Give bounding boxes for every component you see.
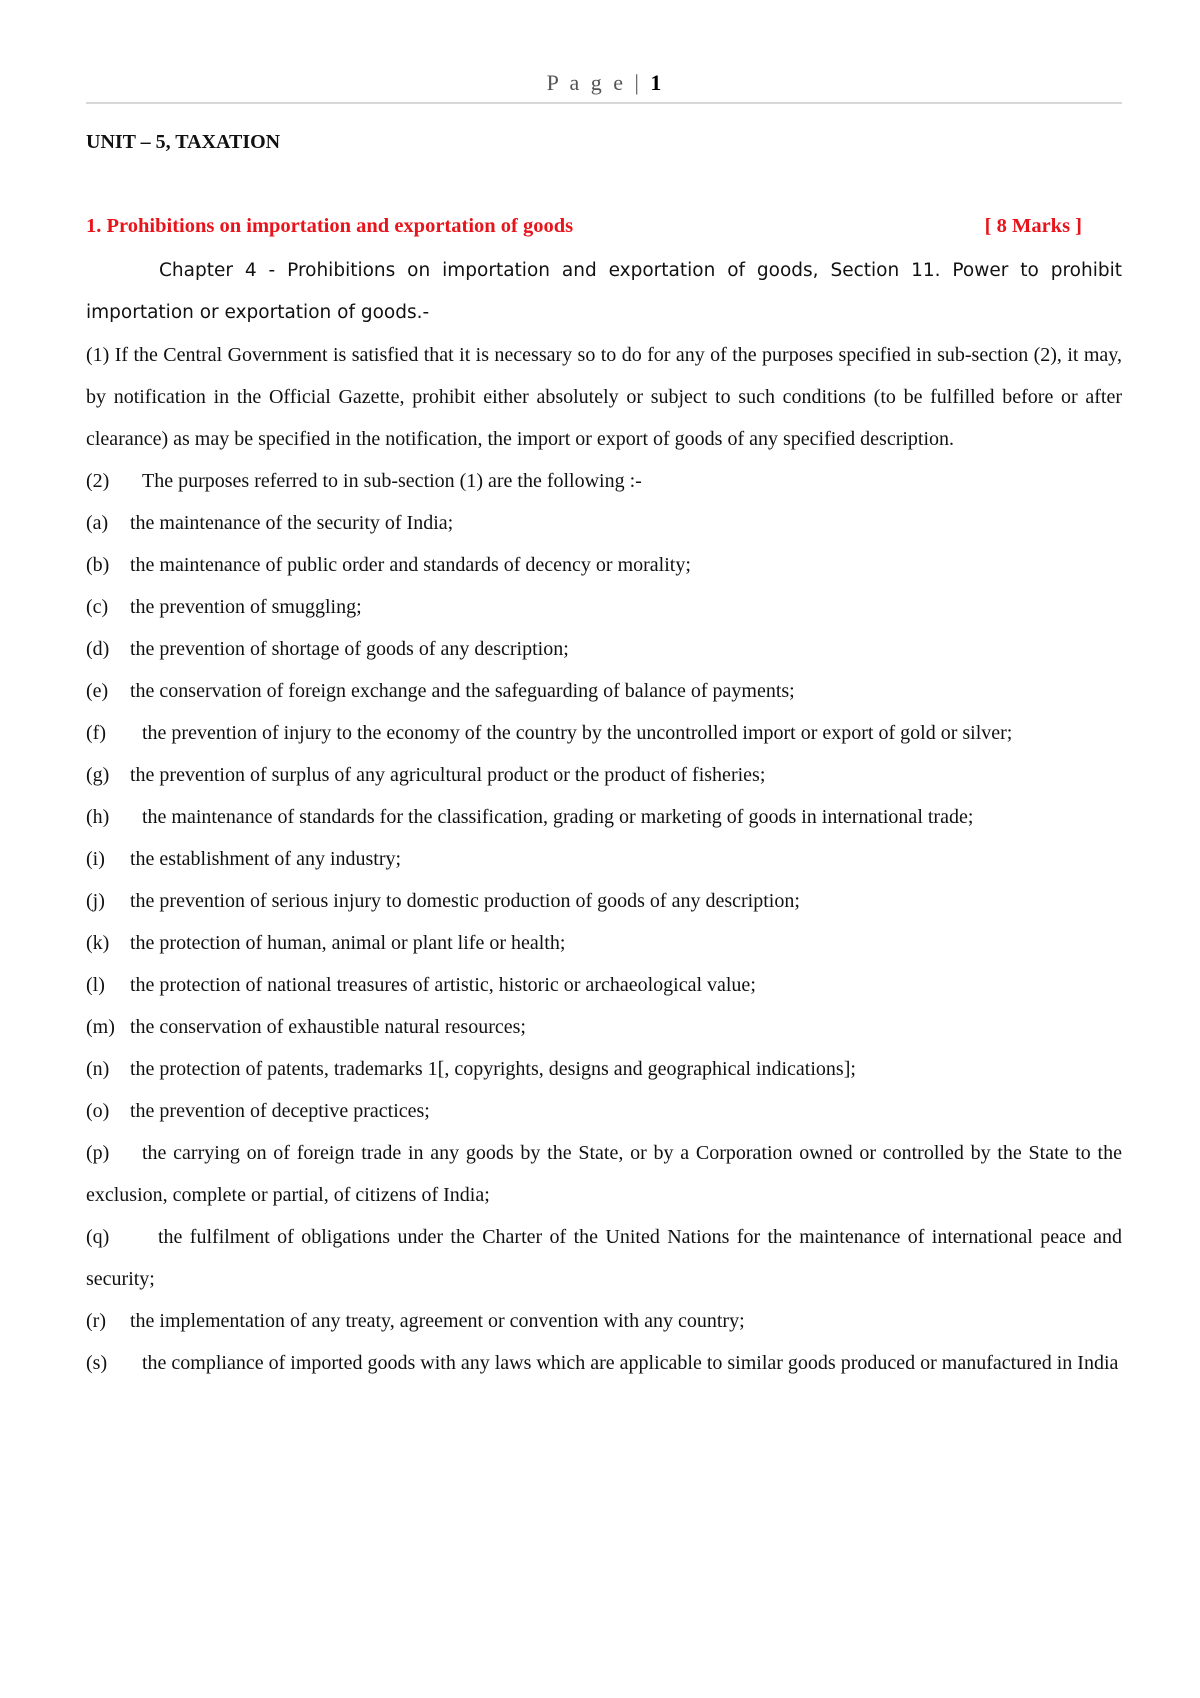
list-item-label: (a) <box>86 512 109 534</box>
list-item-label: (b) <box>86 554 110 576</box>
list-item-text: the maintenance of standards for the classification, grading or marketing of goods in international trade; <box>142 806 974 828</box>
list-item-text: the prevention of smuggling; <box>130 596 362 618</box>
list-item-l <box>86 964 1122 1006</box>
subsection-2-text: The purposes referred to in sub-section (1) are the following :- <box>142 470 642 492</box>
list-item-text: the implementation of any treaty, agreement or convention with any country; <box>130 1310 745 1332</box>
list-item-label: (c) <box>86 596 109 618</box>
list-item-label: (f) <box>86 722 106 744</box>
list-item-o <box>86 1090 1122 1132</box>
list-item-text: the protection of patents, trademarks 1[, copyrights, designs and geographical indications]; <box>130 1058 856 1080</box>
intro-paragraph: Chapter 4 - Prohibitions on importation and exportation of goods, Section 11. Power to prohibit importation or exportation of goods.- <box>86 260 1122 323</box>
list-item-label: (n) <box>86 1058 110 1080</box>
list-item-label: (e) <box>86 680 109 702</box>
list-item-label: (p) <box>86 1142 110 1164</box>
list-item-d <box>86 628 1122 670</box>
list-item-label: (i) <box>86 848 105 870</box>
list-item-text: the fulfilment of obligations under the Charter of the United Nations for the maintenance of international peace and security; <box>86 1226 1122 1290</box>
list-item-text: the prevention of injury to the economy of the country by the uncontrolled import or export of gold or silver; <box>142 722 1013 744</box>
subsection-2-label: (2) <box>86 470 110 492</box>
list-item-e <box>86 670 1122 712</box>
list-item-text: the prevention of surplus of any agricultural product or the product of fisheries; <box>130 764 766 786</box>
list-item-c <box>86 586 1122 628</box>
list-item-s <box>86 1342 1122 1384</box>
list-item-text: the carrying on of foreign trade in any goods by the State, or by a Corporation owned or controlled by the State to the exclusion, complete or partial, of citizens of India; <box>86 1142 1122 1206</box>
list-item-p <box>86 1132 1122 1216</box>
list-item-text: the prevention of shortage of goods of any description; <box>130 638 569 660</box>
document-body <box>86 250 1122 1384</box>
list-item-text: the protection of human, animal or plant life or health; <box>130 932 566 954</box>
list-item-i <box>86 838 1122 880</box>
question-marks: [ 8 Marks ] <box>984 215 1082 237</box>
list-item-label: (q) <box>86 1226 110 1248</box>
unit-title: UNIT – 5, TAXATION <box>86 131 281 153</box>
list-item-k <box>86 922 1122 964</box>
list-item-q <box>86 1216 1122 1300</box>
list-item-text: the compliance of imported goods with any laws which are applicable to similar goods produced or manufactured in India <box>142 1352 1119 1374</box>
question-heading <box>86 215 1082 238</box>
list-item-b <box>86 544 1122 586</box>
list-item-text: the conservation of exhaustible natural resources; <box>130 1016 526 1038</box>
list-item-m <box>86 1006 1122 1048</box>
list-item-label: (g) <box>86 764 110 786</box>
subsection-1: (1) If the Central Government is satisfied that it is necessary so to do for any of the purposes specified in sub-section (2), it may, by notification in the Official Gazette, prohibit either absolutely or subject to such conditions (to be fulfilled before or after clearance) as may be specified in the notification, the import or export of goods of any specified description. <box>86 344 1122 450</box>
list-item-label: (h) <box>86 806 110 828</box>
list-item-j <box>86 880 1122 922</box>
header-divider <box>86 102 1122 104</box>
list-item-text: the conservation of foreign exchange and the safeguarding of balance of payments; <box>130 680 795 702</box>
list-item-h <box>86 796 1122 838</box>
list-item-r <box>86 1300 1122 1342</box>
list-item-label: (j) <box>86 890 105 912</box>
list-item-text: the maintenance of the security of India; <box>130 512 454 534</box>
list-item-n <box>86 1048 1122 1090</box>
question-title: 1. Prohibitions on importation and exportation of goods <box>86 215 574 237</box>
list-item-text: the establishment of any industry; <box>130 848 402 870</box>
subsection-2 <box>86 460 1122 502</box>
page-header <box>86 70 1122 96</box>
list-item-text: the protection of national treasures of artistic, historic or archaeological value; <box>130 974 756 996</box>
list-item-label: (s) <box>86 1352 108 1374</box>
list-item-text: the prevention of deceptive practices; <box>130 1100 430 1122</box>
list-item-label: (o) <box>86 1100 110 1122</box>
page-number: 1 <box>650 70 662 95</box>
list-item-text: the maintenance of public order and standards of decency or morality; <box>130 554 691 576</box>
list-item-label: (l) <box>86 974 105 996</box>
list-item-label: (k) <box>86 932 110 954</box>
list-item-label: (r) <box>86 1310 106 1332</box>
list-item-text: the prevention of serious injury to domestic production of goods of any description; <box>130 890 800 912</box>
page-label: P a g e | <box>546 70 642 95</box>
list-item-label: (m) <box>86 1016 115 1038</box>
list-item-a <box>86 502 1122 544</box>
list-item-g <box>86 754 1122 796</box>
list-item-f <box>86 712 1122 754</box>
list-item-label: (d) <box>86 638 110 660</box>
